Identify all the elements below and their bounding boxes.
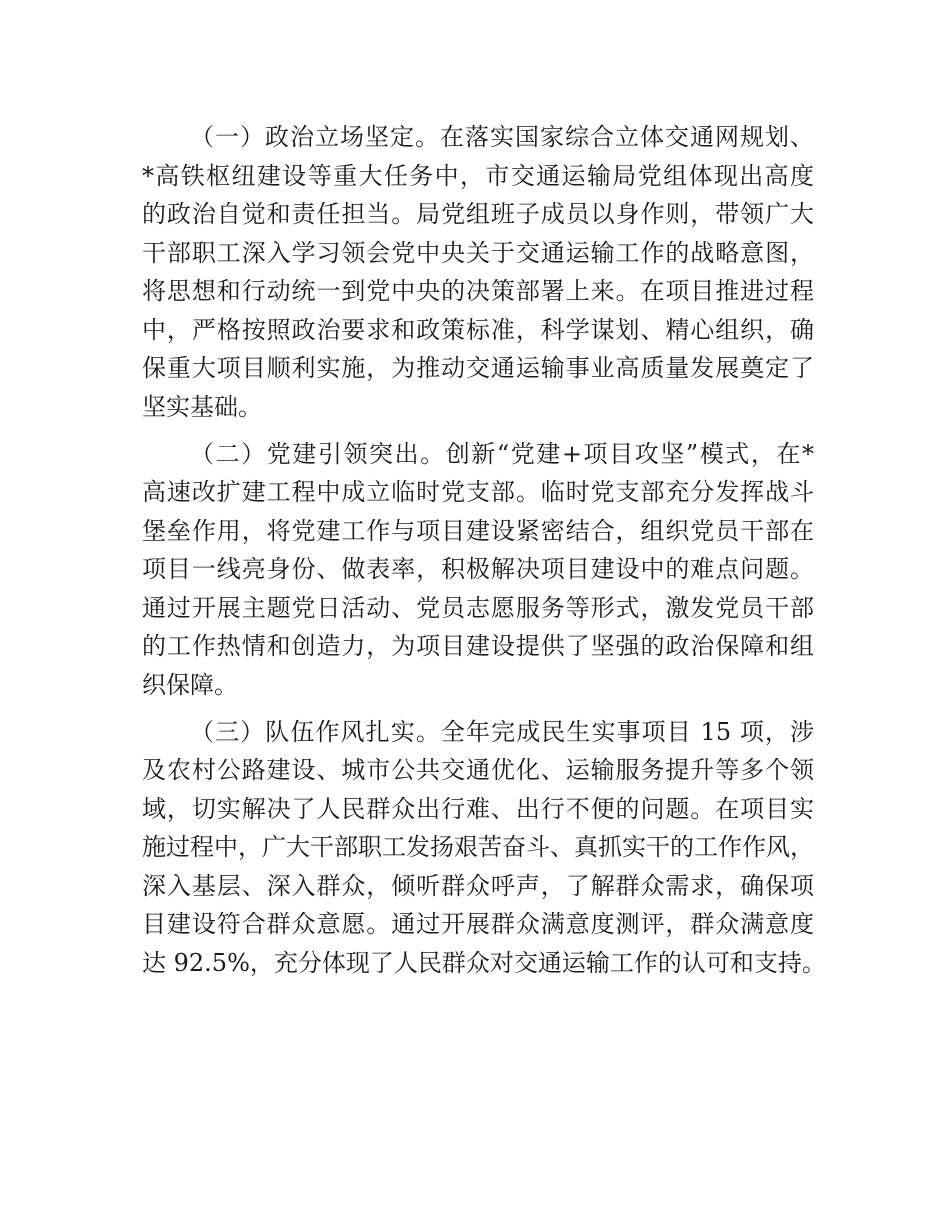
text-line: 的政治自觉和责任担当。局党组班子成员以身作则，带领广大 — [142, 200, 814, 228]
text-line: 堡垒作用，将党建工作与项目建设紧密结合，组织党员干部在 — [142, 516, 814, 545]
text-line: 达 92.5%，充分体现了人民群众对交通运输工作的认可和支持。 — [142, 948, 826, 977]
text-line: 域，切实解决了人民群众出行难、出行不便的问题。在项目实 — [142, 794, 814, 823]
text-line: 项目一线亮身份、做表率，积极解决项目建设中的难点问题。 — [142, 555, 814, 583]
paragraph-political-stance — [142, 118, 814, 426]
text-line: （二）党建引领突出。创新“党建+项目攻坚”模式，在* — [190, 439, 814, 468]
document-body — [142, 118, 826, 982]
text-line: 深入基层、深入群众，倾听群众呼声，了解群众需求，确保项 — [142, 871, 814, 900]
text-line: 将思想和行动统一到党中央的决策部署上来。在项目推进过程 — [142, 277, 814, 305]
text-line: 保重大项目顺利实施，为推动交通运输事业高质量发展奠定了 — [142, 354, 814, 382]
paragraph-team-style — [142, 713, 826, 983]
text-line: 中，严格按照政治要求和政策标准，科学谋划、精心组织，确 — [142, 315, 814, 344]
text-line: *高铁枢纽建设等重大任务中，市交通运输局党组体现出高度 — [142, 161, 814, 190]
text-line: 的工作热情和创造力，为项目建设提供了坚强的政治保障和组 — [142, 632, 814, 660]
text-line: 坚实基础。 — [142, 392, 262, 421]
text-line: 通过开展主题党日活动、党员志愿服务等形式，激发党员干部 — [142, 593, 814, 622]
text-line: 目建设符合群众意愿。通过开展群众满意度测评，群众满意度 — [142, 910, 814, 938]
text-line: 干部职工深入学习领会党中央关于交通运输工作的战略意图， — [142, 238, 814, 267]
text-line: （一）政治立场坚定。在落实国家综合立体交通网规划、 — [190, 123, 814, 151]
text-line: 高速改扩建工程中成立临时党支部。临时党支部充分发挥战斗 — [142, 478, 814, 506]
text-line: 织保障。 — [142, 670, 238, 699]
text-line: 及农村公路建设、城市公共交通优化、运输服务提升等多个领 — [142, 756, 814, 784]
text-line: （三）队伍作风扎实。全年完成民生实事项目 15 项，涉 — [190, 717, 814, 746]
text-line: 施过程中，广大干部职工发扬艰苦奋斗、真抓实干的工作作风， — [142, 833, 814, 861]
paragraph-party-building — [142, 435, 814, 705]
